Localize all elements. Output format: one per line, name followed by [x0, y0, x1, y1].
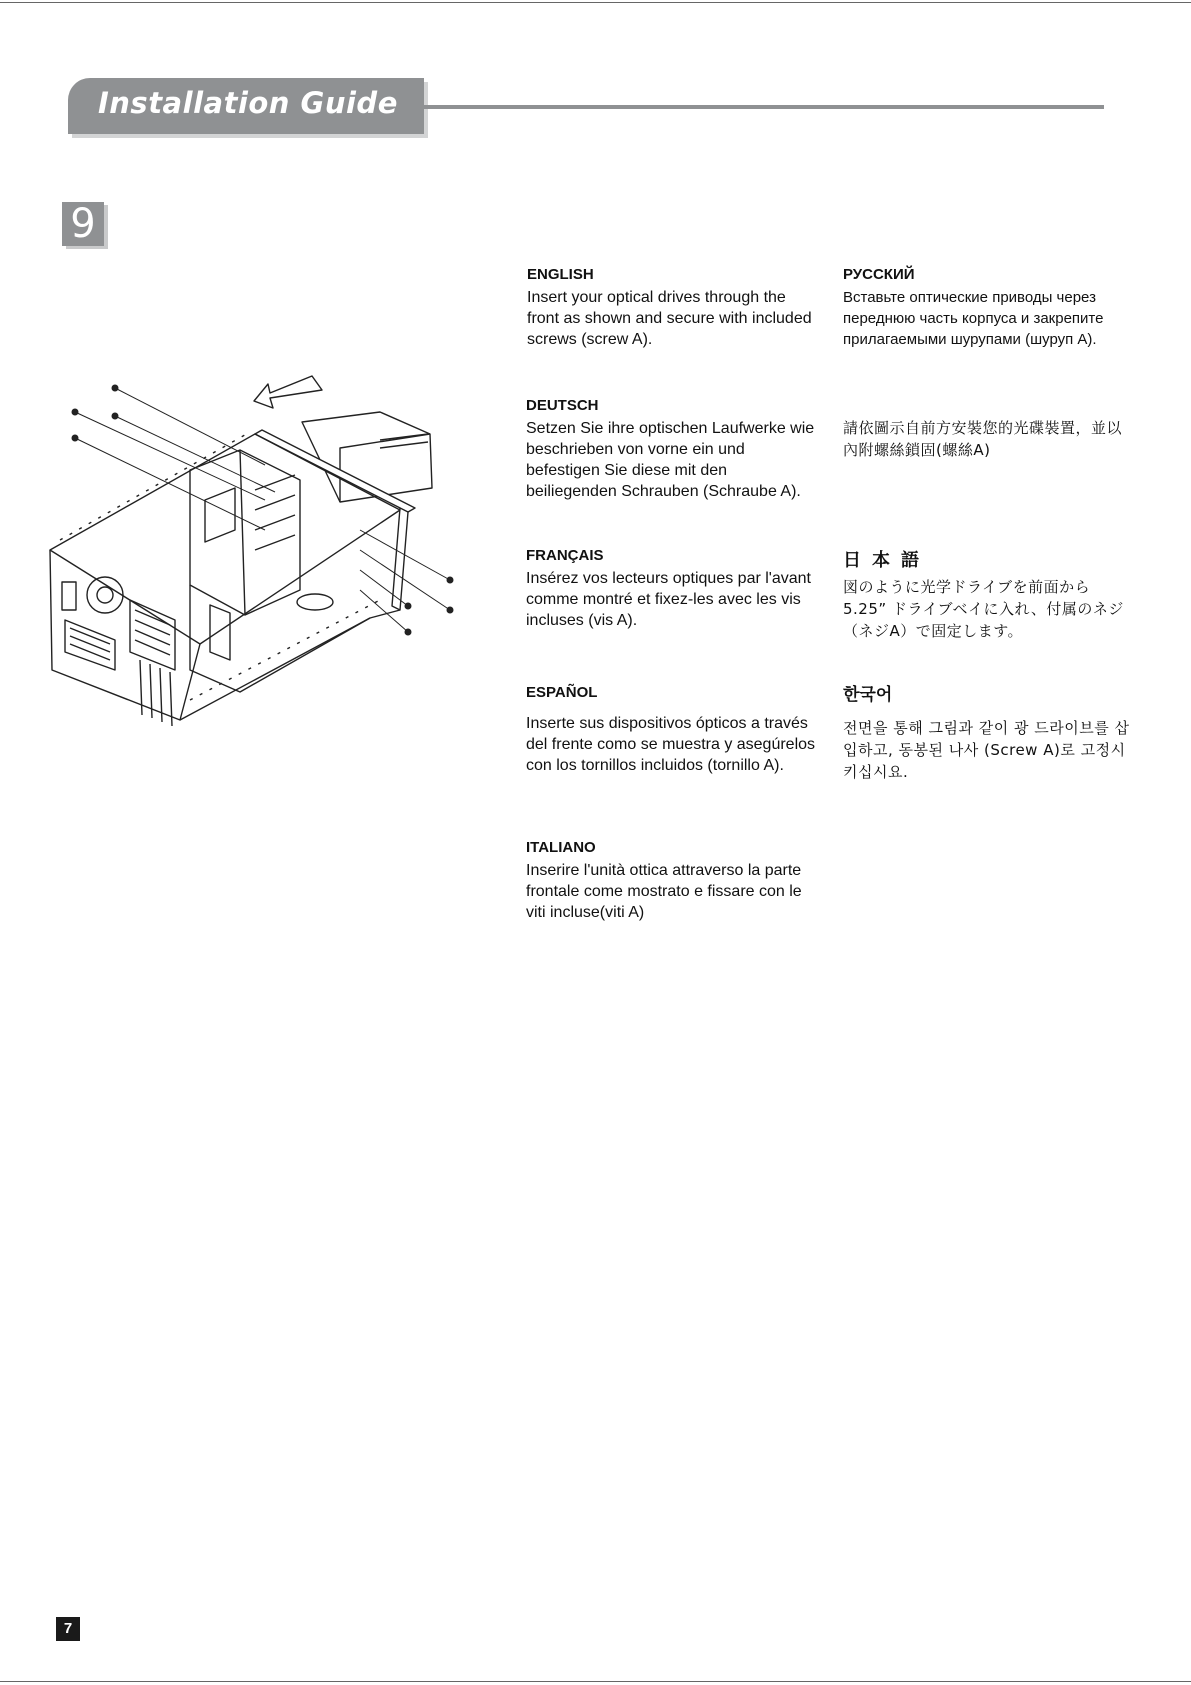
instruction-french [526, 547, 816, 631]
instruction-german [526, 397, 816, 502]
instruction-text: 図のように光学ドライブを前面から5.25” ドライブベイに入れ、付属のネジ（ネジA）で固定します。 [843, 578, 1124, 640]
instruction-italian [526, 839, 816, 923]
insert-direction-arrow-icon [254, 376, 322, 408]
instruction-text: Insert your optical drives through the front as shown and secure with included screws (screw A). [527, 289, 812, 348]
language-heading: ENGLISH [527, 266, 594, 283]
language-heading: FRANÇAIS [526, 547, 604, 564]
instruction-russian [843, 266, 1133, 350]
language-heading: 日 本 語 [843, 550, 923, 570]
instruction-english [527, 266, 817, 350]
instruction-text: Setzen Sie ihre optischen Laufwerke wie beschrieben von vorne ein und befestigen Sie diese mit den beiliegenden Schrauben (Schraube A). [526, 420, 815, 500]
top-border-line [0, 2, 1191, 3]
instruction-text: Inserire l'unità ottica attraverso la parte frontale come mostrato e fissare con le viti incluse(viti A) [526, 862, 802, 921]
language-heading: DEUTSCH [526, 397, 599, 414]
bottom-border-line [0, 1681, 1191, 1682]
instruction-text: Вставьте оптические приводы через переднюю часть корпуса и закрепите прилагаемыми шурупами (шуруп А). [843, 289, 1104, 348]
instruction-text: 전면을 통해 그림과 같이 광 드라이브를 삽입하고, 동봉된 나사 (Screw A)로 고정시키십시요. [843, 719, 1130, 781]
header-rule [424, 105, 1104, 109]
instruction-text: Inserte sus dispositivos ópticos a través del frente como se muestra y asegúrelos con los tornillos incluidos (tornillo A). [526, 715, 816, 774]
instruction-chinese [843, 417, 1133, 461]
language-heading: 한국어 [843, 685, 893, 704]
instruction-korean [843, 680, 1133, 783]
instruction-spanish [526, 684, 816, 776]
instruction-japanese [843, 546, 1133, 642]
pc-case-drive-install-illustration [40, 370, 510, 780]
instruction-text: Insérez vos lecteurs optiques par l'avant comme montré et fixez-les avec les vis incluses (vis A). [526, 570, 811, 629]
language-heading: ITALIANO [526, 839, 596, 856]
step-number-badge: 9 [62, 202, 104, 246]
instruction-text: 請依圖示自前方安裝您的光碟裝置，並以內附螺絲鎖固(螺絲A) [843, 419, 1123, 459]
page-number: 7 [56, 1617, 80, 1641]
front-rail [255, 430, 415, 512]
page-title: Installation Guide [98, 86, 398, 120]
language-heading: РУССКИЙ [843, 266, 915, 283]
language-heading: ESPAÑOL [526, 684, 598, 701]
